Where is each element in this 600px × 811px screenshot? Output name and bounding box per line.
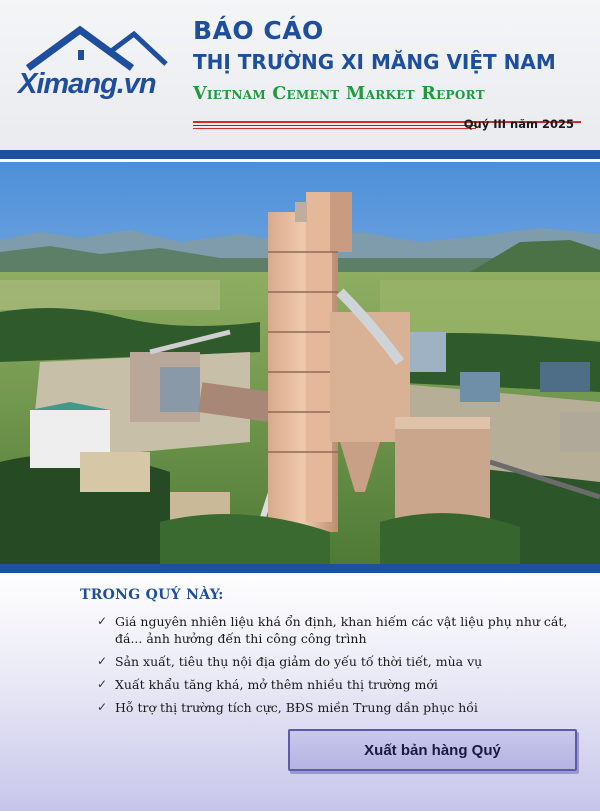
list-item xyxy=(97,653,577,670)
check-icon: ✓ xyxy=(97,614,108,628)
highlights-title: TRONG QUÝ NÀY: xyxy=(80,587,224,603)
highlights-section xyxy=(0,573,600,811)
check-icon: ✓ xyxy=(97,677,108,691)
list-item-text: Hỗ trợ thị trường tích cực, BĐS miền Trung dần phục hồi xyxy=(115,700,478,715)
bottom-band xyxy=(0,564,600,573)
report-subtitle: THỊ TRƯỜNG XI MĂNG VIỆT NAM xyxy=(193,50,556,74)
report-header xyxy=(0,0,600,150)
report-quarter: Quý III năm 2025 xyxy=(463,117,574,131)
roof-icon xyxy=(18,24,178,74)
cement-plant-photo xyxy=(0,162,600,564)
list-item-text: Xuất khẩu tăng khá, mở thêm nhiều thị trường mới xyxy=(115,677,438,692)
report-title: BÁO CÁO xyxy=(193,16,324,45)
publish-frequency-label: Xuất bản hàng Quý xyxy=(364,741,501,759)
list-item xyxy=(97,699,577,716)
divider-line xyxy=(193,128,476,129)
list-item xyxy=(97,613,577,647)
list-item-text: Giá nguyên nhiên liệu khá ổn định, khan hiếm các vật liệu phụ như cát, đá... ảnh hưởng đến thi công công trình xyxy=(115,614,568,646)
list-item-text: Sản xuất, tiêu thụ nội địa giảm do yếu tố thời tiết, mùa vụ xyxy=(115,654,483,669)
ximang-logo[interactable] xyxy=(18,24,178,114)
publish-frequency-button[interactable] xyxy=(288,729,577,771)
report-english-title: Vietnam Cement Market Report xyxy=(193,84,485,104)
divider-line xyxy=(193,125,476,126)
check-icon: ✓ xyxy=(97,654,108,668)
top-band xyxy=(0,150,600,159)
list-item xyxy=(97,676,577,693)
check-icon: ✓ xyxy=(97,700,108,714)
highlights-list xyxy=(97,613,577,722)
logo-text: Ximang.vn xyxy=(18,68,156,100)
